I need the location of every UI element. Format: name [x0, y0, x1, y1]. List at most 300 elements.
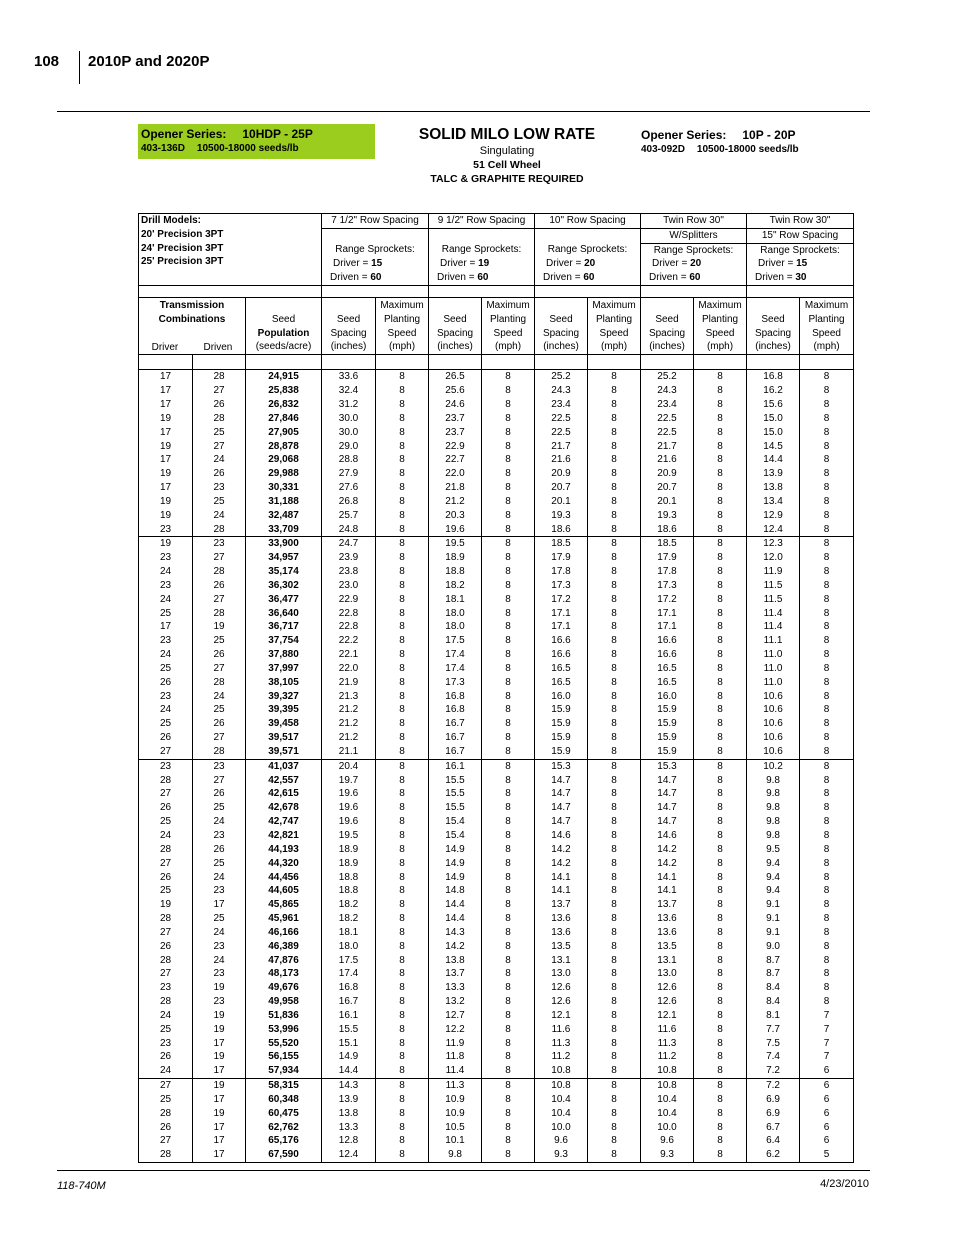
header-line: Planting [383, 313, 421, 325]
table-cell: 26 [193, 787, 246, 801]
table-cell: 12.6 [641, 995, 694, 1009]
table-cell: 27 [139, 967, 193, 981]
table-cell: 15.9 [641, 703, 694, 717]
table-cell: 26 [139, 940, 193, 954]
table-row [139, 1009, 854, 1023]
table-cell: 17.8 [535, 565, 588, 579]
table-cell: 8 [800, 912, 854, 926]
table-cell: 15.9 [641, 717, 694, 731]
table-cell: 27 [193, 593, 246, 607]
header-line: Planting [701, 313, 739, 325]
driven-value: 60 [477, 271, 489, 283]
table-cell: 21.2 [429, 495, 482, 509]
table-cell: 8 [482, 774, 535, 788]
table-cell: 10.8 [641, 1079, 694, 1093]
table-cell: 8 [588, 745, 641, 759]
table-row [139, 981, 854, 995]
table-cell: 8 [800, 467, 854, 481]
driver-value: 15 [796, 258, 808, 270]
table-cell: 8 [376, 871, 429, 885]
table-cell: 8 [482, 1134, 535, 1148]
table-cell: 26 [193, 398, 246, 412]
driver-value: 15 [371, 257, 383, 269]
table-cell: 5 [800, 1148, 854, 1162]
table-cell: 7 [800, 1037, 854, 1051]
table-cell: 6.9 [747, 1107, 800, 1121]
table-cell: 9.5 [747, 843, 800, 857]
table-cell: 24 [139, 593, 193, 607]
table-cell: 10.9 [429, 1107, 482, 1121]
table-cell: 17.1 [535, 620, 588, 634]
spacing-header: 7 1/2" Row Spacing [322, 214, 429, 229]
table-row [139, 801, 854, 815]
table-cell: 18.0 [429, 620, 482, 634]
table-cell: 8 [482, 1079, 535, 1093]
table-cell: 10.0 [641, 1121, 694, 1135]
table-cell: 8 [588, 607, 641, 621]
table-cell: 10.5 [429, 1121, 482, 1135]
table-cell: 14.8 [429, 884, 482, 898]
table-cell: 8 [800, 384, 854, 398]
opener-series: 10P - 20P [742, 128, 796, 142]
table-cell: 27 [139, 1079, 193, 1093]
table-cell: 8 [482, 384, 535, 398]
table-cell: 8 [694, 884, 747, 898]
table-cell: 19.3 [641, 509, 694, 523]
table-cell: 8 [482, 412, 535, 426]
table-row [139, 1093, 854, 1107]
table-cell: 8 [694, 717, 747, 731]
header-line: Maximum [698, 299, 742, 311]
table-cell: 11.2 [641, 1050, 694, 1064]
table-cell: 12.6 [535, 995, 588, 1009]
table-cell: 17.3 [535, 579, 588, 593]
table-cell: 14.1 [641, 871, 694, 885]
opener-seeds: 10500-18000 seeds/lb [196, 143, 299, 154]
table-cell: 8 [588, 467, 641, 481]
driver-label: Driver = [546, 257, 582, 269]
table-cell: 8 [588, 829, 641, 843]
header-line: Maximum [380, 299, 424, 311]
table-cell: 8 [800, 787, 854, 801]
table-cell: 8 [376, 787, 429, 801]
table-cell: 49,958 [246, 995, 322, 1009]
table-cell: 8 [482, 593, 535, 607]
table-cell: 23 [193, 759, 246, 773]
table-cell: 8 [482, 440, 535, 454]
table-row [139, 370, 854, 384]
driven-value: 30 [795, 272, 807, 284]
table-cell: 13.0 [641, 967, 694, 981]
transmission-label: Transmission [159, 299, 225, 311]
table-cell: 8 [588, 1064, 641, 1078]
table-cell: 8 [588, 774, 641, 788]
table-cell: 9.8 [429, 1148, 482, 1162]
table-cell: 16.8 [747, 370, 800, 384]
table-cell: 8 [376, 898, 429, 912]
table-cell: 16.8 [429, 703, 482, 717]
table-cell: 8 [376, 1121, 429, 1135]
table-row [139, 1134, 854, 1148]
table-cell: 14.7 [535, 801, 588, 815]
table-cell: 33,709 [246, 523, 322, 537]
table-cell: 8 [376, 774, 429, 788]
table-cell: 8 [482, 565, 535, 579]
table-cell: 8 [694, 703, 747, 717]
table-cell: 8 [800, 634, 854, 648]
table-cell: 8 [800, 940, 854, 954]
table-cell: 15.5 [322, 1023, 376, 1037]
table-cell: 7.2 [747, 1079, 800, 1093]
table-cell: 8 [694, 1148, 747, 1162]
table-cell: 8 [588, 731, 641, 745]
table-row [139, 579, 854, 593]
table-cell: 20.9 [641, 467, 694, 481]
table-cell: 31,188 [246, 495, 322, 509]
header-line: (inches) [330, 341, 367, 353]
table-cell: 16.7 [322, 995, 376, 1009]
table-cell: 22.7 [429, 453, 482, 467]
table-cell: 18.1 [322, 926, 376, 940]
table-cell: 10.6 [747, 731, 800, 745]
table-cell: 8 [482, 398, 535, 412]
table-cell: 8 [694, 481, 747, 495]
table-cell: 8.7 [747, 967, 800, 981]
table-cell: 27.9 [322, 467, 376, 481]
table-cell: 15.9 [535, 731, 588, 745]
table-row [139, 384, 854, 398]
table-cell: 8 [800, 759, 854, 773]
table-cell: 8 [482, 690, 535, 704]
table-cell: 26 [139, 1050, 193, 1064]
table-cell: 24 [139, 1009, 193, 1023]
table-cell: 8 [588, 940, 641, 954]
table-cell: 10.6 [747, 703, 800, 717]
table-row [139, 857, 854, 871]
table-cell: 8 [800, 731, 854, 745]
table-row [139, 634, 854, 648]
table-cell: 17 [193, 1064, 246, 1078]
table-cell: 11.3 [641, 1037, 694, 1051]
table-cell: 11.6 [641, 1023, 694, 1037]
table-cell: 16.8 [429, 690, 482, 704]
table-cell: 11.4 [747, 620, 800, 634]
table-cell: 16.5 [641, 662, 694, 676]
table-row [139, 481, 854, 495]
table-cell: 8 [800, 898, 854, 912]
drill-models-cell [139, 214, 322, 286]
table-cell: 8 [376, 537, 429, 551]
table-cell: 19.6 [322, 815, 376, 829]
table-cell: 57,934 [246, 1064, 322, 1078]
table-cell: 27,905 [246, 426, 322, 440]
header-line: Seed [271, 313, 296, 325]
table-row [139, 787, 854, 801]
header-line: Maximum [486, 299, 530, 311]
table-cell: 25.7 [322, 509, 376, 523]
table-cell: 8.4 [747, 995, 800, 1009]
spacing-header: 9 1/2" Row Spacing [429, 214, 535, 229]
max-speed-header [800, 297, 854, 354]
header-line: (mph) [813, 341, 840, 353]
table-cell: 14.7 [641, 787, 694, 801]
table-row [139, 690, 854, 704]
table-cell: 14.7 [535, 815, 588, 829]
table-cell: 15.9 [535, 703, 588, 717]
table-cell: 28 [139, 954, 193, 968]
table-cell: 8 [482, 579, 535, 593]
table-cell: 14.9 [429, 843, 482, 857]
header-line: (mph) [600, 341, 628, 353]
combinations-label: Combinations [158, 313, 226, 325]
table-cell: 6 [800, 1093, 854, 1107]
table-cell: 42,821 [246, 829, 322, 843]
table-cell: 8 [588, 495, 641, 509]
table-cell: 17 [139, 384, 193, 398]
table-cell: 55,520 [246, 1037, 322, 1051]
table-cell: 8 [694, 384, 747, 398]
transmission-header [139, 297, 246, 354]
table-cell: 23.0 [322, 579, 376, 593]
table-cell: 16.5 [535, 662, 588, 676]
table-cell: 8 [588, 1050, 641, 1064]
table-cell: 32,487 [246, 509, 322, 523]
table-cell: 8 [588, 662, 641, 676]
table-cell: 8 [376, 801, 429, 815]
table-cell: 8 [482, 731, 535, 745]
table-cell: 15.9 [535, 717, 588, 731]
table-cell: 22.0 [429, 467, 482, 481]
driven-value: 60 [689, 272, 701, 284]
table-cell: 8 [800, 370, 854, 384]
seed-spacing-header [641, 297, 694, 354]
header-line: Seed [336, 313, 361, 325]
opener-part: 403-136D [141, 143, 185, 154]
header-line: (seeds/acre) [255, 341, 312, 353]
table-cell: 8 [588, 954, 641, 968]
table-cell: 31.2 [322, 398, 376, 412]
table-cell: 17 [193, 1148, 246, 1162]
driver-value: 20 [690, 258, 702, 270]
table-cell: 8 [588, 523, 641, 537]
table-row [139, 648, 854, 662]
table-cell: 8 [376, 815, 429, 829]
rate-subtitle-1: Singulating [479, 145, 535, 157]
rate-title: SOLID MILO LOW RATE [418, 126, 596, 143]
table-cell: 8 [694, 593, 747, 607]
table-cell: 8 [588, 537, 641, 551]
table-cell: 8 [376, 523, 429, 537]
table-cell: 8 [588, 440, 641, 454]
driven-label: Driven = [543, 271, 581, 283]
table-cell: 13.6 [535, 926, 588, 940]
table-cell: 10.4 [641, 1107, 694, 1121]
table-cell: 13.3 [429, 981, 482, 995]
table-cell: 8 [376, 690, 429, 704]
table-cell: 8 [482, 787, 535, 801]
table-cell: 29,068 [246, 453, 322, 467]
table-cell: 24.3 [641, 384, 694, 398]
table-cell: 28 [139, 995, 193, 1009]
table-cell: 23.4 [535, 398, 588, 412]
table-cell: 6 [800, 1134, 854, 1148]
table-row [139, 717, 854, 731]
table-cell: 22.5 [535, 412, 588, 426]
table-cell: 8 [588, 1121, 641, 1135]
table-cell: 16.0 [641, 690, 694, 704]
table-row [139, 898, 854, 912]
range-sprockets-label: Range Sprockets: [335, 244, 415, 256]
table-cell: 8 [694, 829, 747, 843]
table-cell: 9.4 [747, 857, 800, 871]
table-cell: 20.1 [535, 495, 588, 509]
driver-value: 19 [478, 257, 490, 269]
table-cell: 27 [193, 551, 246, 565]
table-cell: 6 [800, 1079, 854, 1093]
table-cell: 8 [800, 801, 854, 815]
table-cell: 8 [376, 648, 429, 662]
table-cell: 21.7 [641, 440, 694, 454]
table-row [139, 676, 854, 690]
table-cell: 11.3 [429, 1079, 482, 1093]
table-cell: 19.5 [322, 829, 376, 843]
table-cell: 18.5 [535, 537, 588, 551]
table-cell: 8 [376, 717, 429, 731]
table-row [139, 495, 854, 509]
table-cell: 8 [376, 1037, 429, 1051]
table-cell: 13.5 [535, 940, 588, 954]
table-cell: 19.5 [429, 537, 482, 551]
table-cell: 9.4 [747, 884, 800, 898]
table-cell: 30,331 [246, 481, 322, 495]
table-cell: 45,865 [246, 898, 322, 912]
table-cell: 28 [193, 565, 246, 579]
table-cell: 8 [482, 745, 535, 759]
table-cell: 8 [376, 551, 429, 565]
header-line: Speed [599, 327, 629, 339]
table-row [139, 565, 854, 579]
table-row [139, 1121, 854, 1135]
table-cell: 28 [193, 412, 246, 426]
table-cell: 17.1 [641, 607, 694, 621]
table-cell: 14.1 [535, 871, 588, 885]
table-cell: 8 [588, 1107, 641, 1121]
table-cell: 8 [482, 509, 535, 523]
header-line: Speed [812, 327, 841, 339]
rate-title-block [382, 125, 632, 186]
table-cell: 24.8 [322, 523, 376, 537]
table-cell: 10.1 [429, 1134, 482, 1148]
table-cell: 8 [694, 940, 747, 954]
table-cell: 8 [482, 495, 535, 509]
table-cell: 8 [376, 620, 429, 634]
table-row [139, 551, 854, 565]
table-cell: 25 [139, 1023, 193, 1037]
driven-label: Driven = [649, 272, 687, 284]
table-cell: 18.6 [535, 523, 588, 537]
table-cell: 42,557 [246, 774, 322, 788]
table-cell: 22.5 [641, 412, 694, 426]
table-cell: 8 [482, 453, 535, 467]
table-cell: 8 [482, 967, 535, 981]
table-cell: 9.4 [747, 871, 800, 885]
table-cell: 13.8 [747, 481, 800, 495]
table-cell: 28 [193, 607, 246, 621]
table-cell: 7.7 [747, 1023, 800, 1037]
driver-label: Driver = [758, 258, 794, 270]
table-cell: 8 [482, 426, 535, 440]
table-cell: 8 [694, 607, 747, 621]
table-cell: 8 [694, 412, 747, 426]
table-cell: 26 [139, 1121, 193, 1135]
table-cell: 8 [694, 440, 747, 454]
table-cell: 24 [139, 1064, 193, 1078]
table-cell: 9.8 [747, 774, 800, 788]
table-cell: 11.3 [535, 1037, 588, 1051]
table-cell: 8 [588, 898, 641, 912]
top-rule [57, 111, 870, 112]
table-cell: 7.4 [747, 1050, 800, 1064]
table-cell: 8 [694, 1107, 747, 1121]
table-cell: 9.6 [535, 1134, 588, 1148]
table-cell: 26 [193, 579, 246, 593]
table-cell: 26,832 [246, 398, 322, 412]
table-cell: 6 [800, 1064, 854, 1078]
table-row [139, 593, 854, 607]
table-cell: 24 [193, 954, 246, 968]
table-cell: 8 [588, 620, 641, 634]
table-cell: 25 [193, 857, 246, 871]
header-line: (mph) [706, 341, 734, 353]
table-cell: 8 [376, 1079, 429, 1093]
table-cell: 18.8 [322, 884, 376, 898]
table-cell: 8 [800, 981, 854, 995]
table-cell: 8 [588, 967, 641, 981]
table-cell: 8 [482, 1050, 535, 1064]
table-cell: 6.7 [747, 1121, 800, 1135]
table-cell: 8 [694, 509, 747, 523]
table-cell: 8 [376, 926, 429, 940]
table-cell: 19 [139, 412, 193, 426]
table-cell: 8 [376, 370, 429, 384]
table-cell: 18.1 [429, 593, 482, 607]
table-cell: 26 [193, 648, 246, 662]
table-cell: 22.0 [322, 662, 376, 676]
table-cell: 26 [193, 843, 246, 857]
table-cell: 19 [193, 620, 246, 634]
table-cell: 7 [800, 1023, 854, 1037]
table-cell: 16.6 [535, 648, 588, 662]
table-cell: 21.7 [535, 440, 588, 454]
table-cell: 24.6 [429, 398, 482, 412]
table-cell: 17.9 [535, 551, 588, 565]
table-cell: 30.0 [322, 426, 376, 440]
table-cell: 44,193 [246, 843, 322, 857]
table-row [139, 884, 854, 898]
max-speed-header [694, 297, 747, 354]
table-cell: 8 [694, 926, 747, 940]
table-cell: 9.8 [747, 801, 800, 815]
table-cell: 32.4 [322, 384, 376, 398]
opener-label: Opener Series: [141, 127, 227, 141]
table-cell: 8 [800, 954, 854, 968]
table-cell: 9.8 [747, 815, 800, 829]
table-cell: 8 [482, 481, 535, 495]
table-cell: 8 [588, 1148, 641, 1162]
driven-label: Driven = [437, 271, 475, 283]
header-line: (inches) [649, 341, 685, 353]
page-title: 2010P and 2020P [88, 53, 210, 70]
